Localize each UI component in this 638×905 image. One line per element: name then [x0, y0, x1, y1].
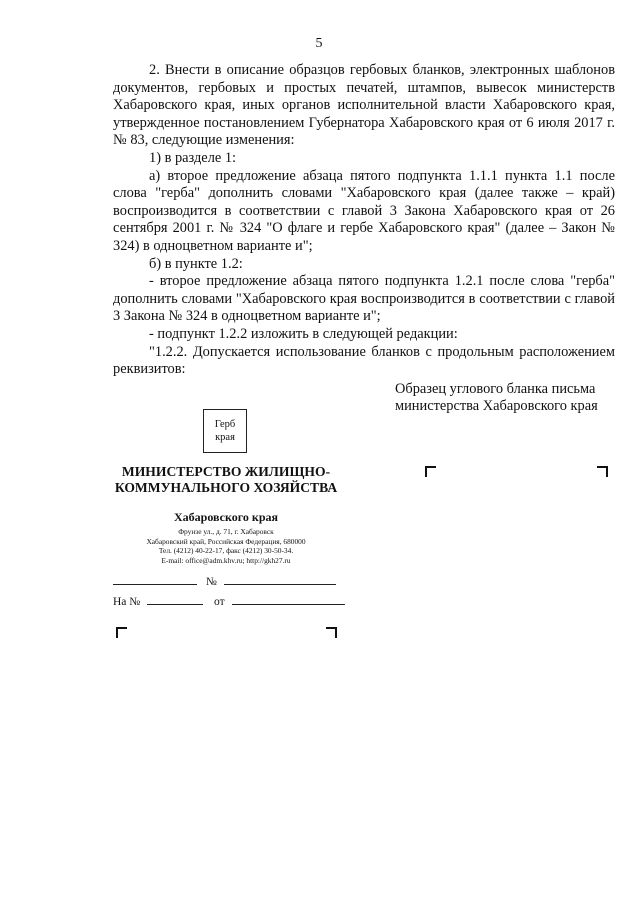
emblem-placeholder — [203, 409, 247, 453]
number-sign: № — [205, 576, 217, 588]
paragraph-quote: "1.2.2. Допускается использование бланков с продольным расположением реквизитов: — [113, 343, 615, 378]
paragraph-2: 2. Внести в описание образцов гербовых бланков, электронных шаблонов документов, гербовых и простых печатей, штампов, вывесок министерств Хабаровского края, иных органов исполнительной власти Хабаровского края, утвержденное постановлением Губернатора Хабаровского края от 6 июля 2017 г. № 83, следующие изменения: — [113, 62, 615, 149]
address-block — [113, 527, 339, 565]
from-date-blank — [232, 594, 345, 605]
top-left-corner-mark — [425, 466, 436, 477]
paragraph-a: а) второе предложение абзаца пятого подпункта 1.1.1 пункта 1.1 после слова "герба" дополнить словами "Хабаровского края (далее также – край) воспроизводится в соответствии с главой 3 Закона Хабаровского края от 26 сентября 2001 г. № 324 "О флаге и гербе Хабаровского края" (далее – Закон № 324) в одноцветном варианте и"; — [113, 167, 615, 254]
page-number: 5 — [315, 36, 323, 51]
top-right-corner-mark — [597, 466, 608, 477]
from-label: от — [214, 596, 225, 608]
outgoing-reference-line — [113, 574, 336, 588]
organization-region: Хабаровского края — [174, 510, 278, 524]
incoming-number-label: На № — [113, 596, 141, 608]
document-body — [113, 62, 615, 379]
subject-right-corner-mark — [326, 627, 337, 638]
date-blank — [113, 574, 197, 585]
address-line: Тел. (4212) 40-22-17, факс (4212) 30-50-34. — [158, 546, 294, 556]
emblem-label: Герб края — [214, 419, 236, 443]
address-line: Фрунзе ул., д. 71, г. Хабаровск — [178, 527, 274, 536]
paragraph-b-2: - подпункт 1.2.2 изложить в следующей редакции: — [149, 325, 458, 342]
incoming-reference-line — [113, 594, 345, 608]
subject-left-corner-mark — [116, 627, 127, 638]
address-line: E-mail: office@adm.khv.ru; http://gkh27.ru — [161, 555, 291, 565]
organization-name: МИНИСТЕРСТВО ЖИЛИЩНО-КОММУНАЛЬНОГО ХОЗЯЙСТВА — [114, 464, 338, 495]
paragraph-section-1: 1) в разделе 1: — [149, 149, 237, 166]
sample-caption: Образец углового бланка письма министерства Хабаровского края — [395, 381, 598, 414]
number-blank — [224, 574, 336, 585]
paragraph-b-1: - второе предложение абзаца пятого подпункта 1.2.1 после слова "герба" дополнить словами "Хабаровского края воспроизводится в соответствии с главой 3 Закона № 324 в одноцветном варианте и"; — [113, 273, 615, 325]
address-line: Хабаровский край, Российская Федерация, 680000 — [146, 536, 306, 546]
paragraph-b: б) в пункте 1.2: — [149, 255, 243, 272]
incoming-number-blank — [147, 594, 203, 605]
